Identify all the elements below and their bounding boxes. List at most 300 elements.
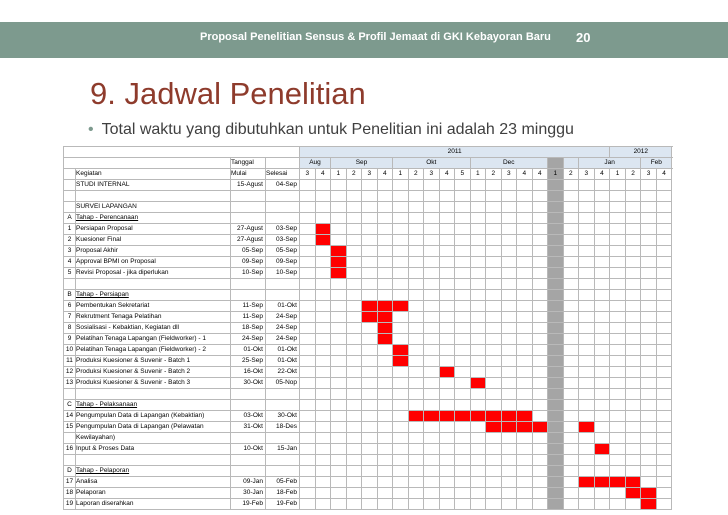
gantt-bar — [331, 257, 347, 268]
task-start-date: 09-Jan — [231, 477, 266, 488]
gantt-cell — [408, 499, 424, 510]
gantt-cell — [439, 268, 455, 279]
gantt-cell — [532, 466, 548, 477]
gantt-cell — [300, 488, 316, 499]
month-header: Sep — [331, 158, 393, 169]
gantt-cell — [424, 378, 440, 389]
gantt-cell — [315, 334, 331, 345]
gantt-cell — [548, 400, 564, 411]
month-header: Feb — [641, 158, 672, 169]
gantt-cell — [563, 323, 579, 334]
gantt-cell — [641, 323, 657, 334]
gantt-cell — [625, 202, 641, 213]
gantt-cell — [610, 444, 626, 455]
gantt-cell — [346, 180, 362, 191]
task-number: 12 — [64, 367, 76, 378]
gantt-cell — [300, 290, 316, 301]
gantt-cell — [362, 466, 378, 477]
gantt-cell — [315, 400, 331, 411]
gantt-cell — [346, 191, 362, 202]
gantt-cell — [532, 444, 548, 455]
gantt-cell — [455, 499, 471, 510]
gantt-cell — [579, 499, 595, 510]
gantt-cell — [579, 279, 595, 290]
gantt-cell — [517, 312, 533, 323]
gantt-cell — [377, 191, 393, 202]
week-header: 4 — [656, 169, 672, 180]
gantt-cell — [548, 290, 564, 301]
gantt-cell — [315, 477, 331, 488]
gantt-cell — [656, 191, 672, 202]
gantt-cell — [346, 301, 362, 312]
gantt-cell — [563, 301, 579, 312]
gantt-cell — [610, 389, 626, 400]
gantt-cell — [300, 202, 316, 213]
gantt-cell — [300, 312, 316, 323]
gantt-cell — [455, 213, 471, 224]
gantt-bar — [362, 301, 378, 312]
gantt-cell — [470, 180, 486, 191]
gantt-cell — [393, 411, 409, 422]
gantt-cell — [315, 191, 331, 202]
gantt-cell — [579, 213, 595, 224]
gantt-cell — [594, 422, 610, 433]
task-end-date — [266, 213, 300, 224]
gantt-cell — [470, 290, 486, 301]
gantt-cell — [393, 279, 409, 290]
task-end-date: 18-Des — [266, 422, 300, 433]
gantt-cell — [439, 246, 455, 257]
gantt-cell — [532, 191, 548, 202]
gantt-cell — [408, 400, 424, 411]
gantt-cell — [439, 202, 455, 213]
gantt-cell — [517, 301, 533, 312]
task-name: Pengumpulan Data di Lapangan (Kebaktian) — [76, 411, 231, 422]
gantt-bar — [610, 477, 626, 488]
gantt-cell — [455, 279, 471, 290]
gantt-cell — [486, 191, 502, 202]
gantt-bar — [579, 477, 595, 488]
gantt-cell — [424, 301, 440, 312]
gantt-cell — [439, 433, 455, 444]
task-end-date: 01-Okt — [266, 301, 300, 312]
gantt-cell — [517, 345, 533, 356]
gantt-cell — [517, 477, 533, 488]
task-end-date — [266, 455, 300, 466]
gantt-cell — [424, 257, 440, 268]
gantt-cell — [470, 213, 486, 224]
gantt-bar — [331, 268, 347, 279]
gantt-cell — [331, 499, 347, 510]
task-start-date: 25-Sep — [231, 356, 266, 367]
gantt-cell — [455, 180, 471, 191]
gantt-cell — [346, 345, 362, 356]
gantt-cell — [455, 455, 471, 466]
gantt-cell — [594, 378, 610, 389]
task-row — [64, 466, 672, 477]
gantt-cell — [424, 191, 440, 202]
gantt-cell — [315, 180, 331, 191]
gantt-cell — [501, 367, 517, 378]
gantt-cell — [470, 367, 486, 378]
gantt-cell — [641, 367, 657, 378]
gantt-cell — [455, 400, 471, 411]
gantt-cell — [455, 367, 471, 378]
gantt-cell — [408, 224, 424, 235]
gantt-cell — [470, 389, 486, 400]
gantt-cell — [424, 367, 440, 378]
week-header: 4 — [377, 169, 393, 180]
gantt-cell — [455, 268, 471, 279]
gantt-cell — [300, 411, 316, 422]
gantt-cell — [532, 356, 548, 367]
gantt-cell — [563, 180, 579, 191]
column-header-selesai: Selesai — [266, 169, 300, 180]
slide-title: 9. Jadwal Penelitian — [90, 76, 366, 111]
gantt-cell — [393, 455, 409, 466]
task-start-date: 11-Sep — [231, 301, 266, 312]
gantt-cell — [486, 180, 502, 191]
task-name: Revisi Proposal - jika diperlukan — [76, 268, 231, 279]
gantt-cell — [656, 488, 672, 499]
gantt-cell — [656, 290, 672, 301]
task-row — [64, 268, 672, 279]
gantt-cell — [393, 312, 409, 323]
gantt-cell — [579, 378, 595, 389]
gantt-cell — [439, 191, 455, 202]
gantt-cell — [470, 345, 486, 356]
gantt-cell — [486, 290, 502, 301]
week-header: 2 — [563, 169, 579, 180]
gantt-cell — [594, 213, 610, 224]
gantt-cell — [656, 444, 672, 455]
gantt-cell — [610, 290, 626, 301]
gantt-cell — [455, 488, 471, 499]
task-name: Input & Proses Data — [76, 444, 231, 455]
task-name: Kewilayahan) — [76, 433, 231, 444]
task-name: Pengumpulan Data di Lapangan (Pelawatan — [76, 422, 231, 433]
column-header-mulai: Mulai — [231, 169, 266, 180]
gantt-cell — [517, 257, 533, 268]
gantt-cell — [393, 180, 409, 191]
gantt-cell — [594, 433, 610, 444]
gantt-cell — [362, 279, 378, 290]
task-row — [64, 433, 672, 444]
gantt-cell — [470, 312, 486, 323]
gantt-cell — [486, 279, 502, 290]
gantt-cell — [315, 257, 331, 268]
gantt-cell — [548, 334, 564, 345]
task-end-date — [266, 466, 300, 477]
gantt-bar — [315, 235, 331, 246]
gantt-cell — [656, 389, 672, 400]
gantt-cell — [641, 246, 657, 257]
gantt-cell — [439, 235, 455, 246]
task-name: Tahap - Pelaporan — [76, 466, 231, 477]
gantt-cell — [532, 224, 548, 235]
gantt-cell — [563, 455, 579, 466]
gantt-cell — [548, 411, 564, 422]
gantt-cell — [470, 433, 486, 444]
gantt-cell — [439, 466, 455, 477]
gantt-cell — [501, 400, 517, 411]
gantt-cell — [470, 466, 486, 477]
gantt-cell — [610, 202, 626, 213]
gantt-cell — [517, 323, 533, 334]
gantt-cell — [300, 213, 316, 224]
gantt-cell — [594, 345, 610, 356]
gantt-cell — [548, 279, 564, 290]
gantt-cell — [548, 323, 564, 334]
task-start-date — [231, 279, 266, 290]
gantt-cell — [501, 290, 517, 301]
gantt-cell — [563, 488, 579, 499]
gantt-cell — [532, 279, 548, 290]
task-name: Tahap - Perencanaan — [76, 213, 231, 224]
gantt-cell — [455, 477, 471, 488]
gantt-cell — [362, 180, 378, 191]
task-row — [64, 323, 672, 334]
gantt-cell — [300, 389, 316, 400]
gantt-cell — [377, 367, 393, 378]
week-header: 4 — [594, 169, 610, 180]
gantt-cell — [594, 268, 610, 279]
gantt-cell — [331, 345, 347, 356]
gantt-cell — [424, 488, 440, 499]
gantt-cell — [610, 312, 626, 323]
gantt-cell — [610, 400, 626, 411]
gantt-cell — [610, 224, 626, 235]
gantt-cell — [377, 378, 393, 389]
month-header: Okt — [393, 158, 471, 169]
gantt-cell — [346, 224, 362, 235]
gantt-cell — [393, 499, 409, 510]
gantt-cell — [548, 224, 564, 235]
gantt-cell — [610, 367, 626, 378]
gantt-cell — [625, 345, 641, 356]
month-header: Dec — [470, 158, 548, 169]
task-end-date: 24-Sep — [266, 334, 300, 345]
gantt-cell — [393, 477, 409, 488]
gantt-cell — [563, 422, 579, 433]
week-header: 4 — [439, 169, 455, 180]
gantt-cell — [548, 455, 564, 466]
gantt-cell — [579, 202, 595, 213]
gantt-cell — [486, 334, 502, 345]
gantt-cell — [594, 411, 610, 422]
gantt-cell — [548, 477, 564, 488]
gantt-cell — [548, 235, 564, 246]
gantt-cell — [424, 202, 440, 213]
gantt-cell — [610, 191, 626, 202]
gantt-cell — [563, 400, 579, 411]
gantt-cell — [455, 345, 471, 356]
gantt-cell — [656, 356, 672, 367]
gantt-cell — [656, 213, 672, 224]
task-row — [64, 422, 672, 433]
task-number: 15 — [64, 422, 76, 433]
task-number — [64, 279, 76, 290]
gantt-cell — [455, 202, 471, 213]
gantt-cell — [346, 268, 362, 279]
gantt-bar — [625, 477, 641, 488]
gantt-cell — [315, 268, 331, 279]
task-end-date: 03-Sep — [266, 235, 300, 246]
month-header: Aug — [300, 158, 331, 169]
gantt-bar — [517, 411, 533, 422]
gantt-cell — [610, 488, 626, 499]
gantt-cell — [486, 246, 502, 257]
gantt-cell — [315, 279, 331, 290]
gantt-cell — [300, 400, 316, 411]
gantt-cell — [656, 433, 672, 444]
gantt-cell — [501, 455, 517, 466]
task-row — [64, 257, 672, 268]
task-name: Kuesioner Final — [76, 235, 231, 246]
year-header-row — [64, 147, 672, 158]
gantt-cell — [315, 488, 331, 499]
gantt-cell — [610, 422, 626, 433]
gantt-cell — [579, 466, 595, 477]
task-start-date: 03-Okt — [231, 411, 266, 422]
gantt-cell — [625, 235, 641, 246]
gantt-cell — [610, 411, 626, 422]
gantt-cell — [563, 246, 579, 257]
week-header: 3 — [501, 169, 517, 180]
gantt-cell — [517, 191, 533, 202]
gantt-cell — [532, 345, 548, 356]
gantt-cell — [656, 224, 672, 235]
task-start-date: 11-Sep — [231, 312, 266, 323]
gantt-cell — [346, 444, 362, 455]
gantt-cell — [532, 312, 548, 323]
gantt-cell — [610, 268, 626, 279]
gantt-cell — [594, 290, 610, 301]
gantt-cell — [331, 180, 347, 191]
gantt-cell — [517, 246, 533, 257]
header-blank — [266, 158, 300, 169]
task-start-date: 15-Agust — [231, 180, 266, 191]
gantt-cell — [548, 312, 564, 323]
task-number — [64, 455, 76, 466]
task-start-date: 27-Agust — [231, 235, 266, 246]
gantt-cell — [408, 367, 424, 378]
page-number: 20 — [576, 30, 591, 45]
gantt-cell — [563, 224, 579, 235]
gantt-cell — [346, 433, 362, 444]
gantt-cell — [548, 389, 564, 400]
gantt-bar — [362, 312, 378, 323]
gantt-cell — [331, 367, 347, 378]
gantt-cell — [408, 312, 424, 323]
gantt-cell — [455, 246, 471, 257]
gantt-cell — [579, 257, 595, 268]
task-start-date — [231, 466, 266, 477]
gantt-cell — [346, 202, 362, 213]
gantt-cell — [346, 400, 362, 411]
gantt-cell — [579, 444, 595, 455]
task-end-date: 30-Okt — [266, 411, 300, 422]
gantt-cell — [579, 488, 595, 499]
gantt-cell — [315, 422, 331, 433]
gantt-cell — [300, 268, 316, 279]
task-end-date — [266, 202, 300, 213]
gantt-cell — [408, 290, 424, 301]
gantt-cell — [501, 488, 517, 499]
gantt-cell — [346, 455, 362, 466]
task-row — [64, 411, 672, 422]
gantt-cell — [548, 356, 564, 367]
gantt-cell — [594, 301, 610, 312]
gantt-cell — [610, 334, 626, 345]
week-header: 1 — [393, 169, 409, 180]
gantt-cell — [424, 180, 440, 191]
gantt-cell — [548, 499, 564, 510]
gantt-cell — [331, 400, 347, 411]
gantt-cell — [486, 477, 502, 488]
gantt-cell — [439, 312, 455, 323]
gantt-cell — [455, 235, 471, 246]
gantt-cell — [517, 455, 533, 466]
gantt-cell — [548, 301, 564, 312]
task-number — [64, 202, 76, 213]
task-number: 3 — [64, 246, 76, 257]
gantt-cell — [439, 224, 455, 235]
gantt-cell — [610, 433, 626, 444]
task-end-date — [266, 433, 300, 444]
gantt-cell — [517, 356, 533, 367]
gantt-cell — [532, 301, 548, 312]
gantt-cell — [455, 433, 471, 444]
gantt-cell — [563, 213, 579, 224]
gantt-cell — [641, 180, 657, 191]
gantt-cell — [377, 268, 393, 279]
gantt-bar — [517, 422, 533, 433]
week-header: 3 — [579, 169, 595, 180]
gantt-cell — [315, 301, 331, 312]
gantt-cell — [563, 477, 579, 488]
gantt-cell — [408, 268, 424, 279]
task-number: C — [64, 400, 76, 411]
gantt-bar — [424, 411, 440, 422]
task-end-date: 19-Feb — [266, 499, 300, 510]
gantt-cell — [656, 345, 672, 356]
task-start-date — [231, 202, 266, 213]
gantt-cell — [656, 257, 672, 268]
gantt-cell — [594, 334, 610, 345]
gantt-cell — [424, 433, 440, 444]
gantt-cell — [346, 422, 362, 433]
gantt-cell — [610, 235, 626, 246]
gantt-cell — [486, 499, 502, 510]
gantt-cell — [455, 422, 471, 433]
gantt-bar — [594, 444, 610, 455]
gantt-cell — [579, 301, 595, 312]
task-name: Produksi Kuesioner & Suvenir - Batch 3 — [76, 378, 231, 389]
gantt-cell — [455, 312, 471, 323]
gantt-cell — [517, 290, 533, 301]
gantt-cell — [625, 455, 641, 466]
gantt-cell — [501, 224, 517, 235]
gantt-cell — [486, 202, 502, 213]
gantt-cell — [408, 301, 424, 312]
gantt-cell — [656, 312, 672, 323]
task-row — [64, 235, 672, 246]
gantt-cell — [315, 466, 331, 477]
task-number: 9 — [64, 334, 76, 345]
gantt-cell — [625, 433, 641, 444]
task-name — [76, 389, 231, 400]
